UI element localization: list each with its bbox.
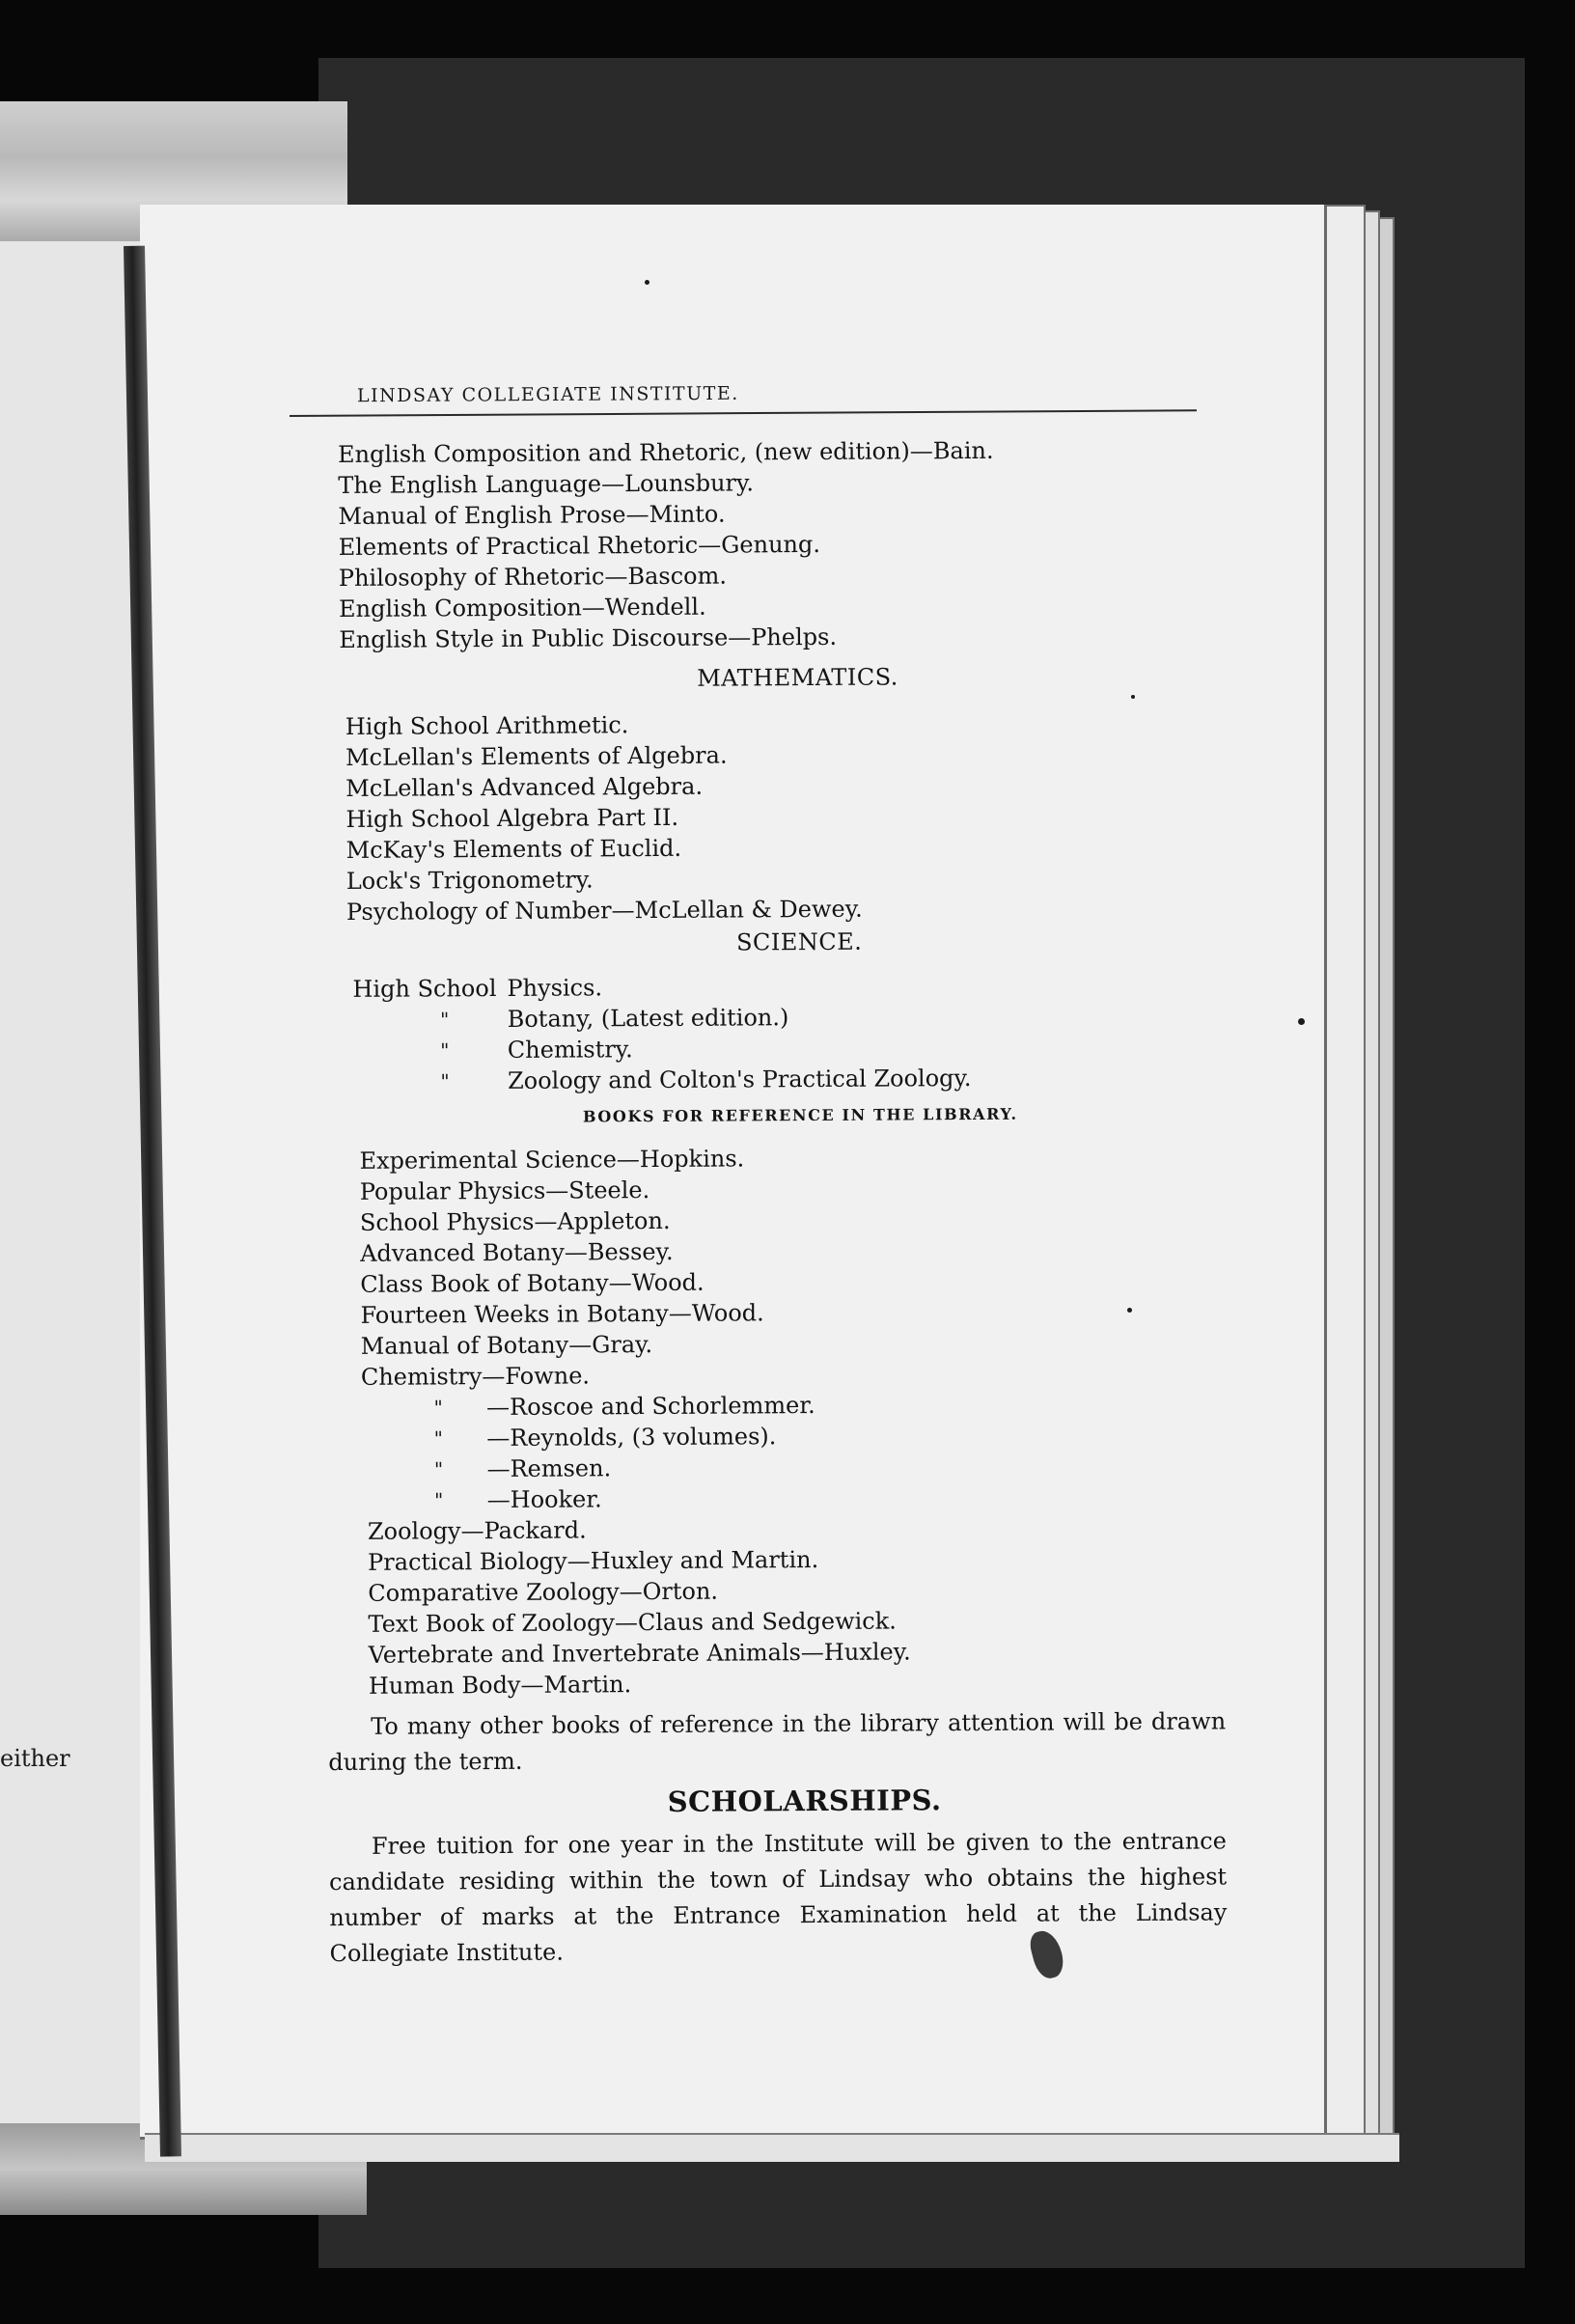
speck xyxy=(1298,1018,1305,1025)
page-bottom-edge xyxy=(145,2133,1399,2162)
science-book-title: Chemistry. xyxy=(507,1036,633,1064)
chemistry-book-author: —Reynolds, (3 volumes). xyxy=(486,1423,777,1452)
mathematics-book-item: Psychology of Number—McLellan & Dewey. xyxy=(345,895,863,926)
speck xyxy=(1127,1308,1132,1313)
chemistry-book-author: —Hooker. xyxy=(486,1485,602,1514)
reference-book-item: Popular Physics—Steele. xyxy=(359,1176,650,1205)
english-book-item: The English Language—Lounsbury. xyxy=(338,469,755,499)
mathematics-heading: MATHEMATICS. xyxy=(697,663,898,692)
reference-list-b xyxy=(345,1510,1262,1702)
chemistry-book-author: —Roscoe and Schorlemmer. xyxy=(486,1391,815,1422)
ditto-mark: " xyxy=(439,1008,450,1032)
reference-book-item: Chemistry—Fowne. xyxy=(360,1362,591,1391)
english-book-item: English Style in Public Discourse—Phelps. xyxy=(339,622,838,653)
chemistry-ditto-list xyxy=(344,1387,1261,1516)
english-list xyxy=(338,433,1256,655)
ditto-mark: " xyxy=(433,1396,443,1420)
reference-book-item: School Physics—Appleton. xyxy=(359,1206,671,1236)
left-page-text-fragment: either xyxy=(0,1745,70,1772)
ditto-mark: " xyxy=(434,1488,444,1512)
reference-heading: BOOKS FOR REFERENCE IN THE LIBRARY. xyxy=(582,1104,1018,1126)
english-book-item: English Composition and Rhetoric, (new edition)—Bain. xyxy=(338,436,994,468)
reference-book-item: Vertebrate and Invertebrate Animals—Huxley. xyxy=(368,1638,911,1669)
reference-book-item: Practical Biology—Huxley and Martin. xyxy=(368,1545,819,1576)
science-list xyxy=(341,968,1258,1097)
english-book-item: Philosophy of Rhetoric—Bascom. xyxy=(338,562,728,592)
reference-book-item: Zoology—Packard. xyxy=(367,1516,587,1545)
mathematics-book-item: High School Arithmetic. xyxy=(345,711,629,740)
science-book-title: Botany, (Latest edition.) xyxy=(507,1004,789,1033)
speck xyxy=(645,280,649,285)
reference-book-item: Class Book of Botany—Wood. xyxy=(360,1268,705,1298)
english-book-item: Elements of Practical Rhetoric—Genung. xyxy=(338,530,821,561)
ditto-mark: " xyxy=(433,1457,444,1481)
science-row-prefix: High School xyxy=(352,975,497,1003)
reference-book-item: Comparative Zoology—Orton. xyxy=(368,1577,719,1607)
scholarships-text: Free tuition for one year in the Institute will be given to the entrance candidate residing within the town of Lindsay who obtains the highest number of marks at the Entrance Examination held at the Lindsay Collegiate Institute. xyxy=(329,1827,1228,1968)
reference-book-item: Manual of Botany—Gray. xyxy=(360,1331,653,1360)
reference-book-item: Advanced Botany—Bessey. xyxy=(360,1237,674,1267)
ditto-mark: " xyxy=(440,1038,450,1063)
reference-book-item: Human Body—Martin. xyxy=(368,1671,632,1700)
mathematics-book-item: McLellan's Elements of Algebra. xyxy=(345,741,728,771)
english-book-item: Manual of English Prose—Minto. xyxy=(338,500,726,530)
mathematics-list xyxy=(340,706,1257,927)
reference-book-item: Text Book of Zoology—Claus and Sedgewick. xyxy=(368,1607,897,1638)
scholarships-heading: SCHOLARSHIPS. xyxy=(667,1784,942,1818)
ditto-mark: " xyxy=(440,1069,450,1093)
page-content xyxy=(328,433,1264,1972)
english-book-item: English Composition—Wendell. xyxy=(338,593,706,622)
reference-book-item: Fourteen Weeks in Botany—Wood. xyxy=(360,1299,764,1329)
reference-note: To many other books of reference in the library attention will be drawn during the term. xyxy=(328,1707,1227,1777)
running-head: LINDSAY COLLEGIATE INSTITUTE. xyxy=(356,382,739,407)
speck xyxy=(1131,695,1135,699)
science-book-title: Physics. xyxy=(507,974,603,1002)
science-book-row xyxy=(353,1061,1258,1097)
chemistry-book-author: —Remsen. xyxy=(486,1454,612,1483)
ditto-mark: " xyxy=(433,1426,443,1451)
mathematics-book-item: High School Algebra Part II. xyxy=(345,803,679,833)
mathematics-book-item: McLellan's Advanced Algebra. xyxy=(345,772,704,802)
reference-list-a xyxy=(342,1140,1260,1393)
mathematics-book-item: McKay's Elements of Euclid. xyxy=(345,834,682,864)
mathematics-book-item: Lock's Trigonometry. xyxy=(345,866,594,895)
reference-book-item: Experimental Science—Hopkins. xyxy=(359,1145,745,1175)
science-heading: SCIENCE. xyxy=(735,927,863,956)
science-book-title: Zoology and Colton's Practical Zoology. xyxy=(507,1065,972,1094)
